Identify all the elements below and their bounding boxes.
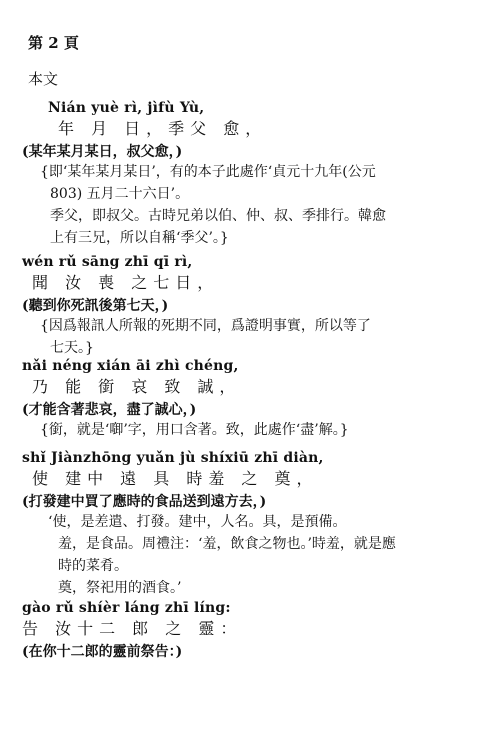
note-line: ‘使，是差遣、打發。建中，人名。具，是預備。 — [48, 514, 347, 530]
hanzi-line: 告 汝十二 郎 之 靈： — [22, 619, 243, 638]
hanzi-line: 年 月 日，季父 愈， — [58, 119, 268, 138]
stanza-5 — [22, 600, 492, 661]
pinyin-line: gào rǔ shíèr láng zhī líng: — [22, 600, 231, 616]
note-block — [48, 511, 492, 599]
page-number: 第 2 頁 — [28, 34, 79, 52]
pinyin-line: wén rǔ sāng zhī qī rì, — [22, 254, 193, 270]
stanza-4 — [22, 450, 492, 599]
hanzi-line: 使 建中 遠 具 時羞 之 奠， — [32, 469, 319, 488]
pinyin-line: nǎi néng xián āi zhì chéng, — [22, 358, 239, 374]
note-block — [40, 315, 492, 359]
note-line: 上有三兄，所以自稱‘季父’。} — [50, 230, 229, 246]
note-line: 羞，是食品。周禮注：‘羞，飲食之物也。’時羞，就是應 — [58, 536, 396, 552]
pinyin-line: shǐ Jiànzhōng yuǎn jù shíxiū zhī diàn, — [22, 450, 324, 466]
note-line: 季父，即叔父。古時兄弟以伯、仲、叔、季排行。韓愈 — [50, 208, 386, 224]
note-block — [40, 161, 492, 249]
gloss-line: (聽到你死訊後第七天，) — [22, 298, 169, 314]
pinyin-line: Nián yuè rì, jìfù Yù, — [48, 100, 205, 116]
note-line: 803) 五月二十六日’。 — [50, 186, 190, 202]
note-block — [40, 419, 492, 441]
hanzi-line: 乃 能 銜 哀 致 誠， — [32, 377, 242, 396]
note-line: {因爲報訊人所報的死期不同，爲證明事實，所以等了 — [40, 318, 371, 334]
note-line: 七天。} — [50, 340, 94, 356]
hanzi-line: 聞 汝 喪 之七日， — [32, 273, 220, 292]
stanza-2 — [22, 254, 492, 359]
section-heading: 本文 — [28, 70, 59, 88]
gloss-line: (在你十二郎的靈前祭告：) — [22, 644, 183, 660]
gloss-line: (某年某月某日，叔父愈，) — [22, 144, 183, 160]
stanza-3 — [22, 358, 492, 441]
note-line: 時的菜肴。 — [58, 558, 128, 574]
gloss-line: (才能含著悲哀，盡了誠心，) — [22, 402, 197, 418]
note-line: {即‘某年某月某日’，有的本子此處作‘貞元十九年(公元 — [40, 164, 376, 180]
note-line: {銜，就是‘啣’字，用口含著。致，此處作‘盡’解。} — [40, 422, 349, 438]
stanza-1 — [22, 100, 492, 249]
note-line: 奠，祭祀用的酒食。’ — [58, 580, 182, 596]
gloss-line: (打發建中買了應時的食品送到遠方去，) — [22, 494, 267, 510]
